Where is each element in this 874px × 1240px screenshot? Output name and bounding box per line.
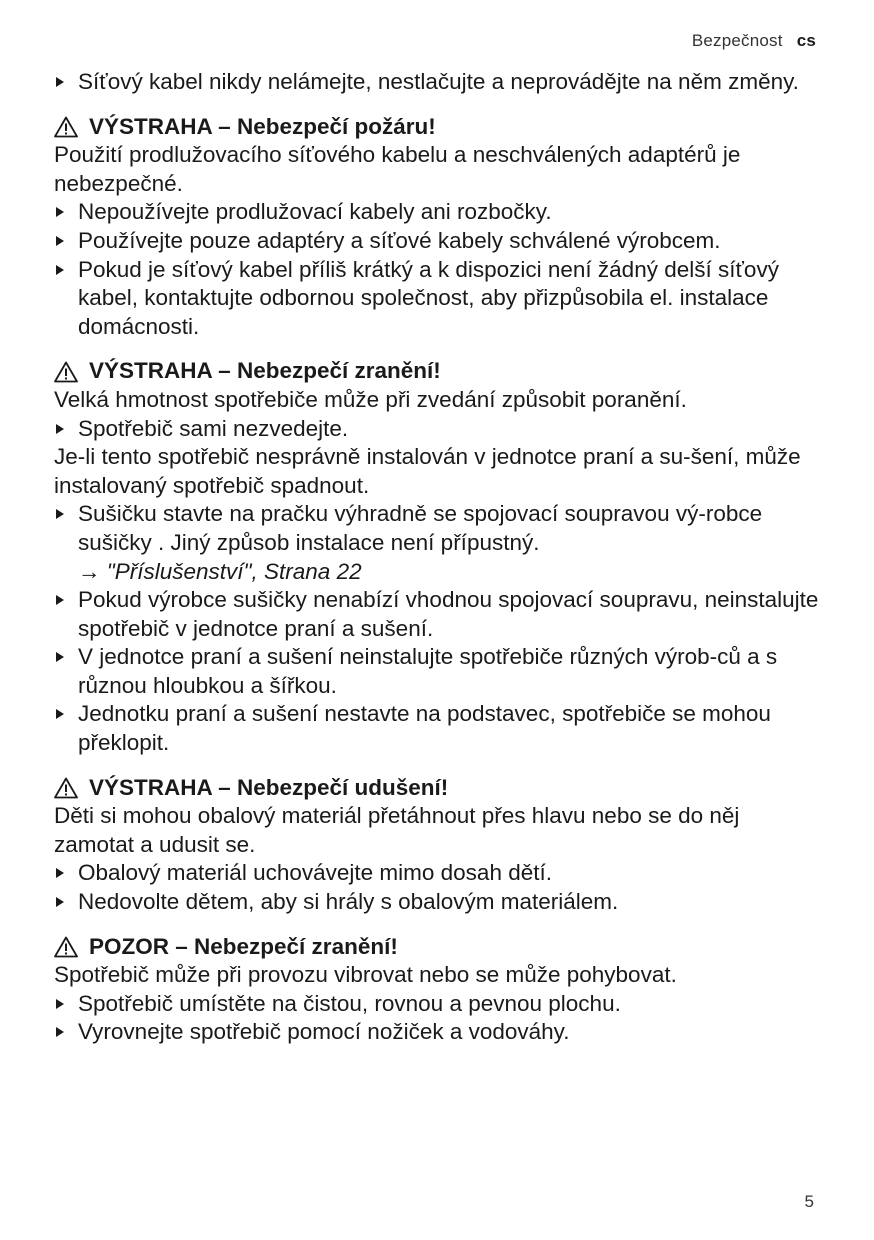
warning-title: VÝSTRAHA – Nebezpečí udušení! [89, 774, 449, 800]
bullet-item: Sušičku stavte na pračku výhradně se spojovací soupravou vý-robce sušičky . Jiný způsob instalace není přípustný. [54, 500, 820, 557]
bullet-item: Obalový materiál uchovávejte mimo dosah dětí. [54, 859, 820, 888]
cross-reference-link[interactable]: → "Příslušenství", Strana 22 [78, 558, 362, 584]
bullet-arrow-icon [56, 236, 64, 246]
bullet-item: Vyrovnejte spotřebič pomocí nožiček a vodováhy. [54, 1018, 820, 1047]
bullet-item: Jednotku praní a sušení nestavte na podstavec, spotřebiče se mohou překlopit. [54, 700, 820, 757]
bullet-item: Síťový kabel nikdy nelámejte, nestlačujte a neprovádějte na něm změny. [54, 68, 820, 97]
bullet-arrow-icon [56, 265, 64, 275]
bullet-arrow-icon [56, 424, 64, 434]
warning-text: Děti si mohou obalový materiál přetáhnout přes hlavu nebo se do něj zamotat a udusit se. [54, 803, 740, 857]
page-content [54, 68, 820, 1047]
bullet-item: Nepoužívejte prodlužovací kabely ani rozbočky. [54, 198, 820, 227]
bullet-arrow-icon [56, 595, 64, 605]
bullet-arrow-icon [56, 897, 64, 907]
page-number: 5 [804, 1192, 814, 1211]
section-title: Bezpečnost [691, 31, 783, 50]
warning-triangle-icon [54, 361, 78, 383]
warning-text: Spotřebič může při provozu vibrovat nebo se může pohybovat. [54, 962, 677, 988]
bullet-arrow-icon [56, 652, 64, 662]
warning-triangle-icon [54, 777, 78, 799]
bullet-item: Spotřebič umístěte na čistou, rovnou a pevnou plochu. [54, 990, 820, 1019]
bullet-item: Pokud výrobce sušičky nenabízí vhodnou spojovací soupravu, neinstalujte spotřebič v jednotce praní a sušení. [54, 586, 820, 643]
warning-text: Velká hmotnost spotřebiče může při zvedání způsobit poranění. [54, 386, 687, 412]
warning-title: VÝSTRAHA – Nebezpečí zranění! [89, 358, 441, 384]
warning-triangle-icon [54, 936, 78, 958]
bullet-item: Používejte pouze adaptéry a síťové kabely schválené výrobcem. [54, 227, 820, 256]
language-code: cs [796, 31, 816, 50]
warning-text: Použití prodlužovacího síťového kabelu a neschválených adaptérů je nebezpečné. [54, 142, 741, 196]
warning-text: Je-li tento spotřebič nesprávně instalován v jednotce praní a su-šení, může instalovaný spotřebič spadnout. [54, 444, 801, 498]
warning-title: POZOR – Nebezpečí zranění! [89, 933, 398, 959]
warning-heading [54, 774, 820, 803]
bullet-item: Nedovolte dětem, aby si hrály s obalovým materiálem. [54, 888, 820, 917]
bullet-arrow-icon [56, 709, 64, 719]
warning-triangle-icon [54, 116, 78, 138]
bullet-arrow-icon [56, 509, 64, 519]
bullet-arrow-icon [56, 999, 64, 1009]
bullet-arrow-icon [56, 1027, 64, 1037]
warning-heading [54, 933, 820, 962]
bullet-item: Spotřebič sami nezvedejte. [54, 415, 820, 444]
warning-title: VÝSTRAHA – Nebezpečí požáru! [89, 113, 436, 139]
running-header [692, 31, 816, 51]
warning-heading [54, 113, 820, 142]
bullet-item: V jednotce praní a sušení neinstalujte spotřebiče různých výrob-ců a s různou hloubkou a šířkou. [54, 643, 820, 700]
bullet-item: Pokud je síťový kabel příliš krátký a k dispozici není žádný delší síťový kabel, kontaktujte odbornou společnost, aby přizpůsobila el. instalace domácnosti. [54, 256, 820, 342]
bullet-arrow-icon [56, 77, 64, 87]
bullet-arrow-icon [56, 868, 64, 878]
bullet-arrow-icon [56, 207, 64, 217]
warning-heading [54, 357, 820, 386]
